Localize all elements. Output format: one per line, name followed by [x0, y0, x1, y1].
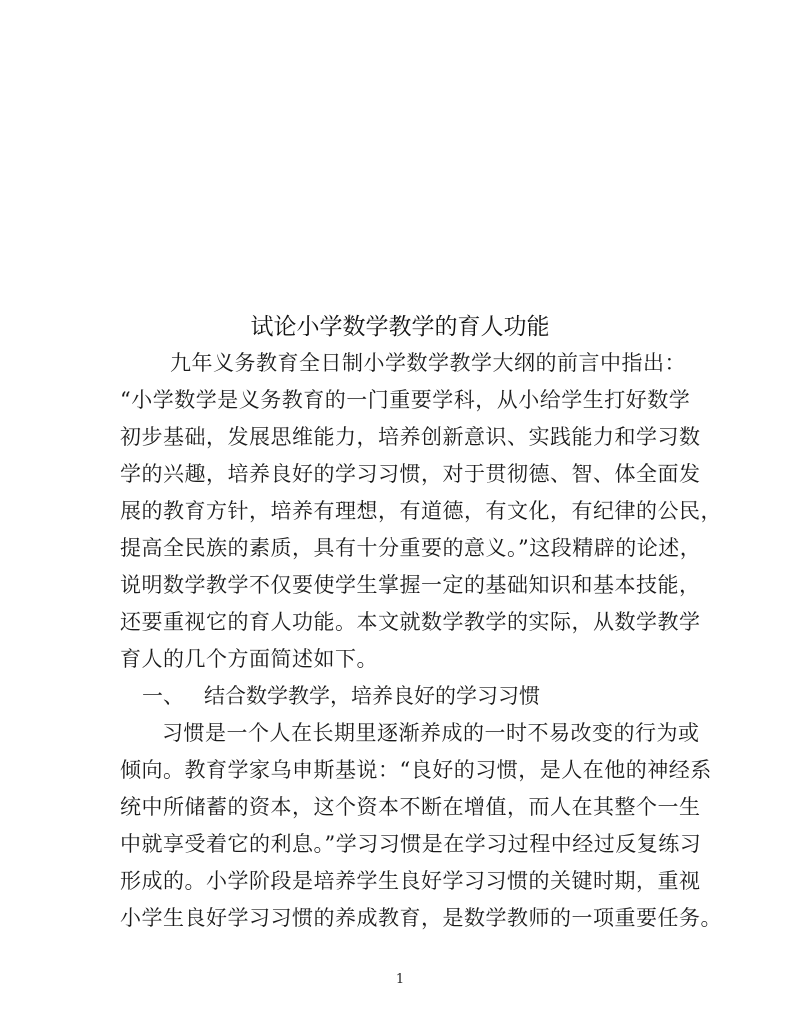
paragraph-line: 学的兴趣，培养良好的学习习惯，对于贯彻德、智、体全面发 — [120, 462, 701, 486]
section-number: 一、 — [142, 684, 184, 708]
paragraph-line: 还要重视它的育人功能。本文就数学教学的实际，从数学教学 — [120, 610, 701, 634]
section-heading — [120, 678, 685, 715]
paragraph-line: 小学生良好学习习惯的养成教育，是数学教师的一项重要任务。 — [120, 906, 722, 930]
paragraph-line: 九年义务教育全日制小学数学教学大纲的前言中指出： — [170, 351, 686, 375]
paragraph-line: 中就享受着它的利息。”学习习惯是在学习过程中经过反复练习 — [120, 832, 702, 856]
document-title: 试论小学数学教学的育人功能 — [250, 314, 550, 340]
paragraph-line: 形成的。小学阶段是培养学生良好学习习惯的关键时期，重视 — [120, 869, 701, 893]
intro-paragraph — [120, 345, 722, 678]
paragraph-line: 倾向。教育学家乌申斯基说：“良好的习惯，是人在他的神经系 — [120, 758, 712, 782]
document-body — [120, 345, 722, 937]
paragraph-line: 育人的几个方面简述如下。 — [120, 647, 378, 671]
section-heading-text: 结合数学教学，培养良好的学习习惯 — [204, 684, 540, 708]
page-number: 1 — [395, 972, 405, 987]
paragraph-line: 初步基础，发展思维能力，培养创新意识、实践能力和学习数 — [120, 425, 701, 449]
paragraph-line: 展的教育方针，培养有理想，有道德，有文化，有纪律的公民， — [120, 499, 722, 523]
paragraph-line: “小学数学是义务教育的一门重要学科，从小给学生打好数学 — [120, 388, 691, 412]
section-paragraph — [120, 715, 722, 937]
paragraph-line: 说明数学教学不仅要使学生掌握一定的基础知识和基本技能， — [120, 573, 701, 597]
paragraph-line: 提高全民族的素质，具有十分重要的意义。”这段精辟的论述， — [120, 536, 702, 560]
paragraph-line: 统中所储蓄的资本，这个资本不断在增值，而人在其整个一生 — [120, 795, 701, 819]
paragraph-line: 习惯是一个人在长期里逐渐养成的一时不易改变的行为或 — [162, 721, 700, 745]
